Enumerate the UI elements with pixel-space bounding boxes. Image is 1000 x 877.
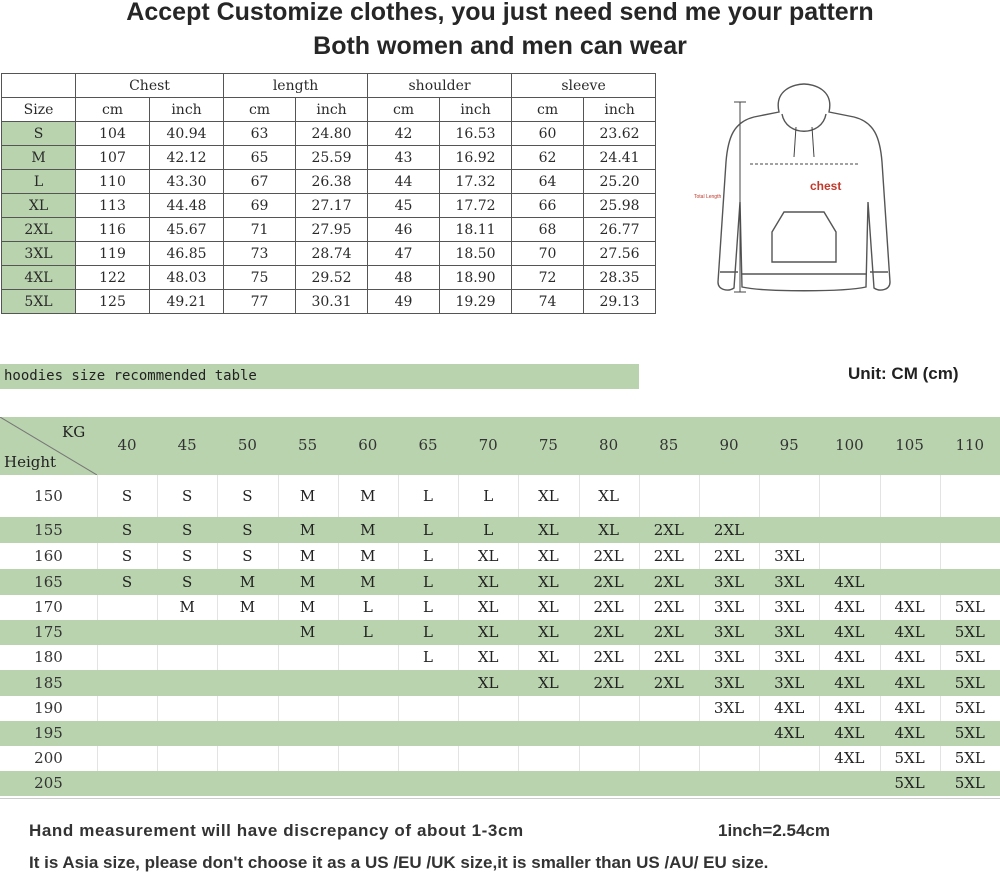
size-label-cell: 3XL [2, 242, 76, 266]
note-asia-size: It is Asia size, please don't choose it as a US /EU /UK size,it is smaller than US /AU/ EU size. [29, 853, 769, 872]
headline-customize: Accept Customize clothes, you just need send me your pattern [126, 0, 874, 26]
weight-header: 50 [237, 436, 257, 454]
measurement-cell: 113 [76, 194, 150, 218]
grid-line [579, 746, 580, 771]
measurement-cell: 18.11 [440, 218, 512, 242]
grid-line [217, 696, 218, 721]
weight-header: 45 [177, 436, 197, 454]
recommended-size-cell: 2XL [653, 521, 684, 539]
recommended-size-cell: L [362, 598, 373, 616]
measurement-cell: 27.17 [296, 194, 368, 218]
recommended-size-cell: 3XL [774, 547, 805, 565]
measurement-cell: 27.56 [584, 242, 656, 266]
recommended-size-cell: L [362, 623, 373, 641]
measurement-cell: 104 [76, 122, 150, 146]
measurement-cell: 47 [368, 242, 440, 266]
recommended-size-cell: 3XL [713, 598, 745, 616]
height-cell: 165 [34, 573, 63, 591]
grid-line [157, 645, 158, 670]
recommended-size-cell: XL [538, 573, 559, 591]
recommended-size-cell: 2XL [593, 598, 624, 616]
measurement-cell: 63 [224, 122, 296, 146]
height-cell: 205 [34, 774, 63, 792]
measurement-cell: 71 [224, 218, 296, 242]
recommended-size-cell: 5XL [954, 598, 985, 616]
recommended-size-cell: S [182, 487, 193, 505]
recommended-size-cell: S [182, 521, 193, 539]
measurement-cell: 43.30 [150, 170, 224, 194]
recommended-row [0, 645, 1000, 670]
recommended-size-cell: L [483, 521, 494, 539]
grid-line [338, 696, 339, 721]
weight-header: 70 [478, 436, 498, 454]
recommended-size-cell: 5XL [954, 648, 985, 666]
recommended-row [0, 670, 1000, 696]
recommended-size-cell: 2XL [593, 623, 624, 641]
recommended-size-cell: 4XL [834, 724, 865, 742]
measurement-cell: 40.94 [150, 122, 224, 146]
weight-header: 95 [779, 436, 799, 454]
recommended-title-bar [0, 364, 639, 389]
recommended-size-cell: M [239, 598, 256, 616]
measurement-cell: 26.38 [296, 170, 368, 194]
measurement-cell: 44.48 [150, 194, 224, 218]
recommended-size-cell: M [239, 573, 256, 591]
recommended-row [0, 569, 1000, 595]
weight-header: 75 [538, 436, 558, 454]
recommended-size-cell: 4XL [894, 674, 925, 692]
grid-line [880, 475, 881, 517]
measurement-cell: 73 [224, 242, 296, 266]
recommended-size-cell: XL [538, 521, 559, 539]
recommended-size-cell: 2XL [653, 674, 684, 692]
group-header-length: length [224, 74, 368, 98]
note-discrepancy: Hand measurement will have discrepancy of about 1-3cm [29, 821, 524, 840]
recommended-size-cell: XL [477, 573, 499, 591]
measurement-cell: 43 [368, 146, 440, 170]
measurement-cell: 68 [512, 218, 584, 242]
grid-line [880, 543, 881, 569]
recommended-size-cell: L [423, 521, 433, 539]
size-row [2, 146, 656, 170]
size-label-cell: 4XL [2, 266, 76, 290]
grid-line [819, 543, 820, 569]
size-table-group-header-row [2, 74, 656, 98]
grid-line [518, 696, 519, 721]
measurement-cell: 75 [224, 266, 296, 290]
measurement-cell: 17.72 [440, 194, 512, 218]
recommended-size-cell: 3XL [713, 648, 745, 666]
recommended-size-cell: M [299, 487, 316, 505]
size-label-cell: XL [2, 194, 76, 218]
height-cell: 185 [34, 674, 63, 692]
recommended-size-cell: 2XL [593, 674, 624, 692]
recommended-size-cell: 4XL [774, 724, 805, 742]
recommended-size-cell: 3XL [774, 598, 805, 616]
grid-line [759, 475, 760, 517]
recommended-size-cell: XL [538, 674, 559, 692]
recommended-size-cell: 4XL [894, 724, 925, 742]
unit-header: cm [76, 98, 150, 122]
grid-line [940, 475, 941, 517]
measurement-cell: 72 [512, 266, 584, 290]
headline-unisex: Both women and men can wear [313, 32, 687, 60]
unit-header: inch [150, 98, 224, 122]
unit-header: cm [224, 98, 296, 122]
measurement-cell: 19.29 [440, 290, 512, 314]
size-row [2, 242, 656, 266]
recommended-size-cell: 4XL [894, 648, 925, 666]
measurement-cell: 24.41 [584, 146, 656, 170]
recommended-size-cell: 4XL [834, 573, 865, 591]
weight-header: 40 [117, 436, 137, 454]
grid-line [639, 475, 640, 517]
recommended-size-cell: 4XL [834, 598, 865, 616]
grid-line [217, 746, 218, 771]
measurement-cell: 66 [512, 194, 584, 218]
recommended-size-cell: XL [477, 547, 499, 565]
recommended-size-cell: 3XL [713, 623, 745, 641]
measurement-cell: 45.67 [150, 218, 224, 242]
recommended-size-cell: XL [598, 487, 619, 505]
group-header-shoulder: shoulder [368, 74, 512, 98]
measurement-cell: 70 [512, 242, 584, 266]
spacer-strip [0, 389, 1000, 417]
height-cell: 180 [34, 648, 63, 666]
recommended-size-cell: L [483, 487, 494, 505]
grid-line [157, 696, 158, 721]
measurement-cell: 65 [224, 146, 296, 170]
recommended-row [0, 746, 1000, 771]
grid-line [639, 746, 640, 771]
grid-line [338, 645, 339, 670]
measurement-cell: 77 [224, 290, 296, 314]
measurement-cell: 67 [224, 170, 296, 194]
measurement-cell: 119 [76, 242, 150, 266]
height-cell: 175 [34, 623, 63, 641]
measurement-cell: 29.13 [584, 290, 656, 314]
kg-label: KG [62, 423, 86, 441]
measurement-cell: 16.92 [440, 146, 512, 170]
recommended-size-cell: 5XL [954, 749, 985, 767]
grid-line [97, 645, 98, 670]
recommended-size-cell: 2XL [653, 547, 684, 565]
measurement-cell: 110 [76, 170, 150, 194]
recommended-size-cell: L [423, 623, 433, 641]
recommended-size-cell: 3XL [713, 573, 745, 591]
recommended-size-cell: 4XL [834, 648, 865, 666]
measurement-cell: 44 [368, 170, 440, 194]
grid-line [699, 746, 700, 771]
unit-header: cm [368, 98, 440, 122]
measurement-cell: 25.59 [296, 146, 368, 170]
grid-line [639, 696, 640, 721]
size-label-cell: 2XL [2, 218, 76, 242]
recommended-size-cell: XL [538, 487, 559, 505]
recommended-size-cell: 5XL [954, 674, 985, 692]
measurement-cell: 23.62 [584, 122, 656, 146]
grid-line [699, 475, 700, 517]
hoodie-measurement-diagram [694, 82, 914, 304]
recommended-size-cell: S [121, 487, 133, 505]
measurement-cell: 25.20 [584, 170, 656, 194]
recommended-size-cell: 2XL [653, 598, 684, 616]
grid-line [97, 746, 98, 771]
size-row [2, 266, 656, 290]
recommended-size-cell: 3XL [774, 674, 805, 692]
group-header-chest: Chest [76, 74, 224, 98]
weight-header: 110 [955, 436, 985, 454]
size-table-unit-header-row [2, 98, 656, 122]
notes-box [0, 798, 1000, 877]
recommended-size-cell: M [299, 573, 316, 591]
recommended-size-cell: 4XL [834, 623, 865, 641]
recommended-size-cell: 2XL [713, 547, 745, 565]
size-measurement-table [1, 73, 656, 314]
measurement-cell: 60 [512, 122, 584, 146]
size-label-cell: L [2, 170, 76, 194]
measurement-cell: 125 [76, 290, 150, 314]
unit-header: inch [584, 98, 656, 122]
measurement-cell: 42 [368, 122, 440, 146]
measurement-cell: 16.53 [440, 122, 512, 146]
measurement-cell: 49 [368, 290, 440, 314]
measurement-cell: 28.35 [584, 266, 656, 290]
recommended-size-cell: 5XL [954, 699, 985, 717]
grid-line [338, 746, 339, 771]
recommended-size-cell: S [242, 521, 253, 539]
weight-header: 100 [835, 436, 864, 454]
height-label: Height [4, 453, 57, 471]
measurement-cell: 30.31 [296, 290, 368, 314]
grid-line [217, 645, 218, 670]
grid-line [458, 696, 459, 721]
recommended-row [0, 721, 1000, 746]
grid-line [278, 746, 279, 771]
grid-line [940, 543, 941, 569]
measurement-cell: 122 [76, 266, 150, 290]
measurement-cell: 116 [76, 218, 150, 242]
recommended-size-cell: 2XL [653, 648, 684, 666]
measurement-cell: 62 [512, 146, 584, 170]
recommended-size-cell: L [423, 487, 433, 505]
measurement-cell: 74 [512, 290, 584, 314]
recommended-size-cell: XL [538, 648, 559, 666]
recommended-size-cell: S [242, 547, 253, 565]
size-row [2, 290, 656, 314]
weight-header: 80 [599, 436, 619, 454]
recommended-size-cell: XL [538, 598, 559, 616]
recommended-size-cell: 5XL [954, 724, 985, 742]
recommended-size-cell: M [299, 547, 316, 565]
size-label-cell: S [2, 122, 76, 146]
measurement-cell: 48 [368, 266, 440, 290]
weight-header: 105 [895, 436, 924, 454]
recommended-size-cell: L [423, 598, 433, 616]
weight-header: 55 [298, 436, 318, 454]
measurement-cell: 48.03 [150, 266, 224, 290]
grid-line [819, 475, 820, 517]
measurement-cell: 26.77 [584, 218, 656, 242]
recommended-size-cell: 2XL [653, 623, 684, 641]
recommended-size-cell: 5XL [894, 749, 925, 767]
recommended-row [0, 475, 1000, 517]
recommended-row [0, 696, 1000, 721]
recommended-size-cell: 2XL [593, 547, 624, 565]
recommended-size-cell: 2XL [593, 648, 624, 666]
size-label-cell: M [2, 146, 76, 170]
grid-line [97, 595, 98, 620]
unit-header: inch [296, 98, 368, 122]
recommended-size-cell: XL [538, 623, 559, 641]
recommended-size-cell: L [423, 547, 433, 565]
measurement-cell: 18.50 [440, 242, 512, 266]
measurement-cell: 24.80 [296, 122, 368, 146]
recommended-size-cell: 4XL [894, 699, 925, 717]
grid-line [518, 746, 519, 771]
measurement-cell: 25.98 [584, 194, 656, 218]
size-label-cell: 5XL [2, 290, 76, 314]
recommended-size-cell: 3XL [713, 674, 745, 692]
measurement-cell: 107 [76, 146, 150, 170]
height-cell: 190 [34, 699, 63, 717]
grid-line [157, 746, 158, 771]
measurement-cell: 17.32 [440, 170, 512, 194]
recommended-size-cell: M [360, 487, 376, 505]
recommended-row [0, 620, 1000, 645]
recommended-size-cell: M [299, 598, 316, 616]
grid-line [97, 696, 98, 721]
recommended-size-cell: 4XL [774, 699, 805, 717]
grid-line [458, 746, 459, 771]
weight-header: 85 [659, 436, 679, 454]
recommended-size-cell: M [299, 623, 316, 641]
recommended-size-cell: 3XL [774, 648, 805, 666]
recommended-row [0, 543, 1000, 569]
measurement-cell: 18.90 [440, 266, 512, 290]
recommended-header-row [0, 417, 1000, 475]
size-table-corner [2, 74, 76, 98]
recommended-size-cell: 5XL [954, 623, 985, 641]
recommended-size-cell: S [121, 573, 133, 591]
recommended-size-cell: 3XL [713, 699, 745, 717]
recommended-size-cell: 5XL [954, 774, 985, 792]
recommended-size-cell: 4XL [894, 598, 925, 616]
recommended-size-cell: M [179, 598, 195, 616]
measurement-cell: 42.12 [150, 146, 224, 170]
recommended-size-cell: L [423, 648, 433, 666]
height-cell: 160 [34, 547, 63, 565]
measurement-cell: 46.85 [150, 242, 224, 266]
recommended-size-cell: XL [538, 547, 559, 565]
height-cell: 150 [34, 487, 63, 505]
measurement-cell: 49.21 [150, 290, 224, 314]
weight-header: 60 [358, 436, 378, 454]
unit-header: cm [512, 98, 584, 122]
recommended-size-cell: XL [477, 674, 499, 692]
size-row [2, 170, 656, 194]
height-cell: 170 [34, 598, 63, 616]
recommended-size-cell: M [299, 521, 316, 539]
recommended-size-cell: 4XL [894, 623, 925, 641]
grid-line [398, 696, 399, 721]
weight-header: 65 [418, 436, 438, 454]
recommended-size-cell: 2XL [593, 573, 624, 591]
recommended-size-cell: 2XL [713, 521, 745, 539]
recommended-title: hoodies size recommended table [4, 368, 257, 384]
note-inch-conversion: 1inch=2.54cm [718, 821, 830, 840]
grid-line [579, 696, 580, 721]
unit-label: Unit: CM (cm) [848, 364, 959, 383]
recommended-size-cell: 4XL [834, 699, 865, 717]
measurement-cell: 45 [368, 194, 440, 218]
recommended-size-cell: M [360, 521, 376, 539]
recommended-size-cell: XL [477, 648, 499, 666]
grid-line [278, 645, 279, 670]
group-header-sleeve: sleeve [512, 74, 656, 98]
recommended-row [0, 771, 1000, 796]
height-cell: 195 [34, 724, 63, 742]
recommended-size-cell: XL [598, 521, 619, 539]
size-row [2, 218, 656, 242]
height-cell: 155 [34, 521, 63, 539]
recommended-row [0, 595, 1000, 620]
recommended-size-cell: L [423, 573, 433, 591]
measurement-cell: 69 [224, 194, 296, 218]
size-row [2, 122, 656, 146]
recommended-size-cell: M [360, 573, 376, 591]
grid-line [398, 746, 399, 771]
size-header: Size [2, 98, 76, 122]
recommended-size-cell: 3XL [774, 623, 805, 641]
recommended-size-cell: S [242, 487, 253, 505]
measurement-cell: 46 [368, 218, 440, 242]
height-cell: 200 [34, 749, 63, 767]
recommended-size-cell: 5XL [894, 774, 925, 792]
recommended-row [0, 517, 1000, 543]
measurement-cell: 64 [512, 170, 584, 194]
recommended-size-cell: S [182, 547, 193, 565]
recommended-size-cell: 2XL [653, 573, 684, 591]
weight-header: 90 [719, 436, 739, 454]
recommended-size-cell: S [182, 573, 193, 591]
measurement-cell: 28.74 [296, 242, 368, 266]
chest-label: chest [810, 179, 842, 193]
unit-header: inch [440, 98, 512, 122]
recommended-size-cell: 4XL [834, 674, 865, 692]
grid-line [278, 696, 279, 721]
recommended-size-cell: S [121, 521, 133, 539]
recommended-size-cell: 4XL [834, 749, 865, 767]
recommended-size-cell: 3XL [774, 573, 805, 591]
recommended-size-cell: S [121, 547, 133, 565]
recommended-size-cell: XL [477, 623, 499, 641]
recommended-size-cell: M [360, 547, 376, 565]
measurement-cell: 27.95 [296, 218, 368, 242]
size-row [2, 194, 656, 218]
recommended-size-cell: XL [477, 598, 499, 616]
grid-line [759, 746, 760, 771]
total-length-label: Total Length [694, 194, 722, 200]
measurement-cell: 29.52 [296, 266, 368, 290]
